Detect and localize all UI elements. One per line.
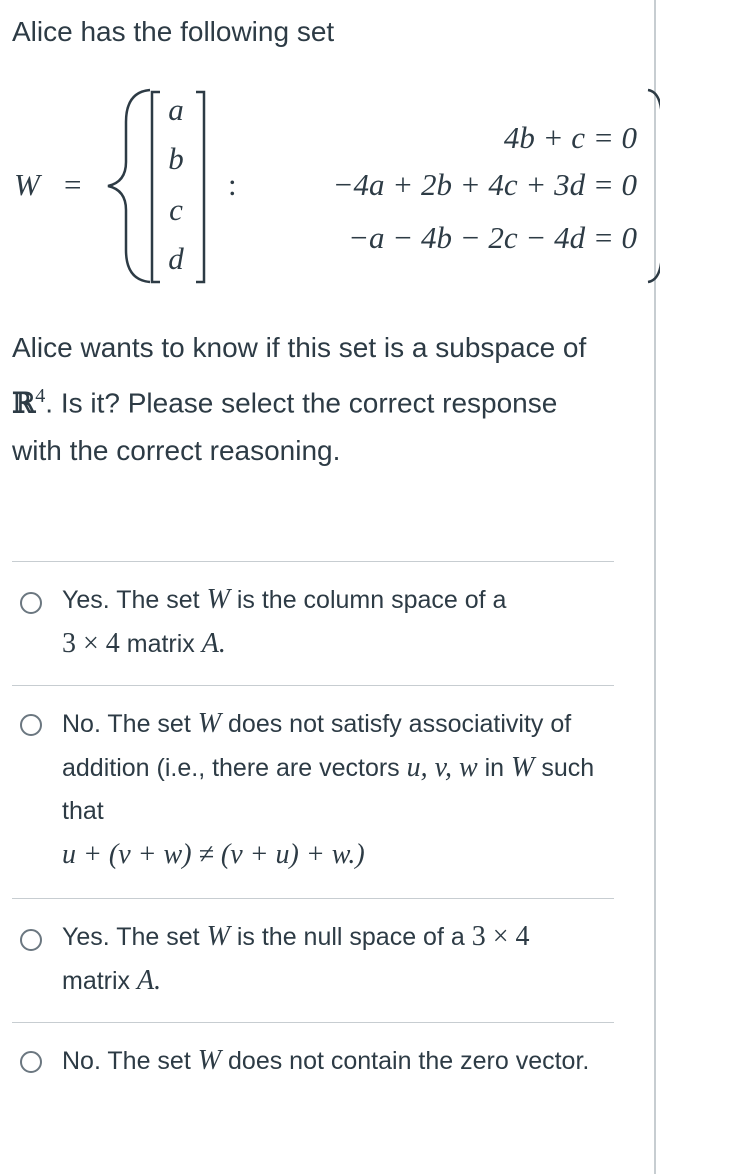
right-brace: [648, 90, 660, 282]
such-that-colon: :: [228, 167, 237, 202]
radio-button[interactable]: [20, 592, 42, 614]
divider: [12, 685, 614, 686]
option-text: No. The set W does not satisfy associativity of addition (i.e., there are vectors u, v, w in W such that u + (v + w) ≠ (v + u) + w.): [62, 708, 595, 870]
vector-entry: b: [168, 141, 184, 176]
right-bracket: [196, 92, 204, 282]
radio-button[interactable]: [20, 929, 42, 951]
vector-entry: d: [168, 241, 184, 276]
vector-entry: c: [169, 192, 183, 227]
real-space-symbol: ℝ: [12, 386, 36, 420]
intro-text: Alice has the following set: [12, 16, 335, 47]
set-definition: [0, 86, 660, 291]
left-brace: [108, 90, 150, 282]
option-text: Yes. The set W is the null space of a 3 × 4 matrix A.: [62, 921, 530, 996]
divider: [12, 898, 614, 899]
equals-sign: =: [64, 167, 82, 202]
equation-2: −4a + 2b + 4c + 3d = 0: [332, 167, 637, 202]
divider: [12, 1022, 614, 1023]
radio-button[interactable]: [20, 1051, 42, 1073]
set-name: W: [14, 167, 40, 202]
equation-3: −a − 4b − 2c − 4d = 0: [348, 220, 637, 255]
divider: [12, 561, 614, 562]
equation-1: 4b + c = 0: [503, 120, 637, 155]
option-text: Yes. The set W is the column space of a 3 × 4 matrix A.: [62, 584, 507, 659]
question-text: Alice wants to know if this set is a subspace of ℝ$^4$. Is it? Please select the correct response with the correct reasoning.: [12, 332, 587, 467]
radio-button[interactable]: [20, 714, 42, 736]
associativity-formula: u + (v + w) ≠ (v + u) + w.): [62, 839, 365, 870]
left-bracket: [152, 92, 160, 282]
vector-entry: a: [168, 92, 184, 127]
option-text: No. The set W does not contain the zero vector.: [62, 1045, 590, 1076]
